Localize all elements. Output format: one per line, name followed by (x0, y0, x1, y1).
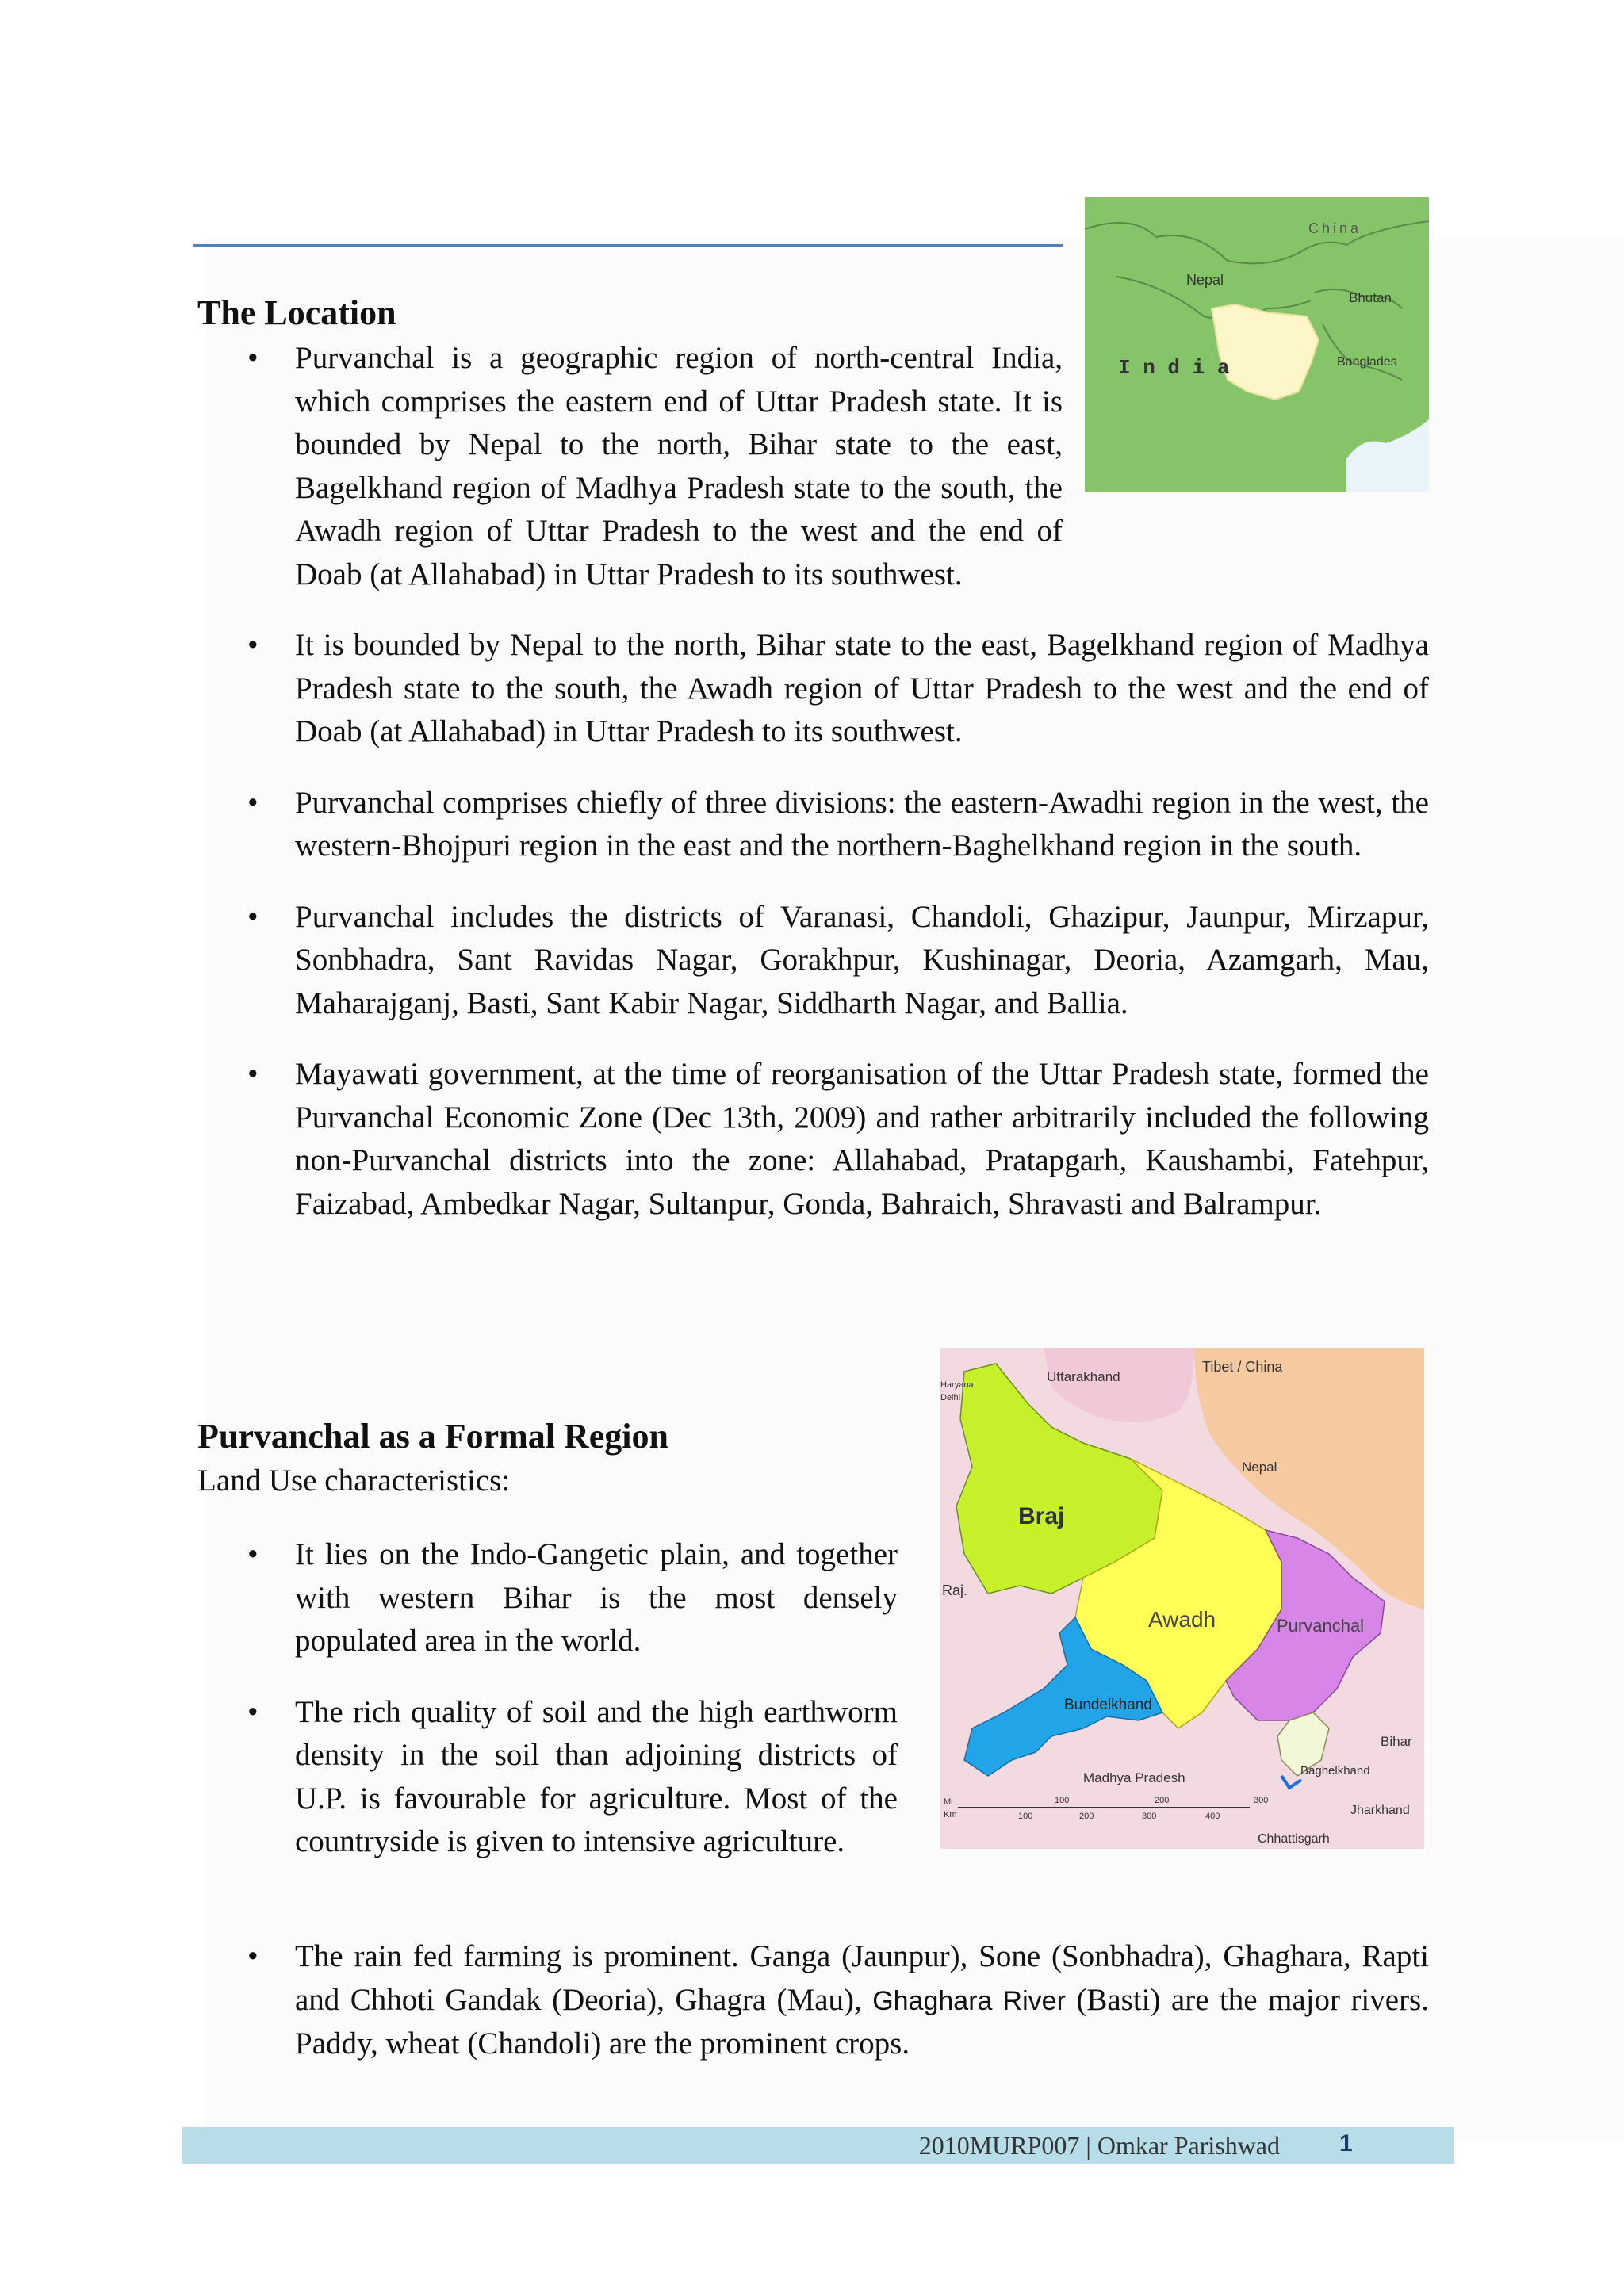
bullet-item: • Mayawati government, at the time of reorganisation of the Uttar Pradesh state, formed the Purvanchal Economic Zone (Dec 13th, 2009) and rather arbitrarily included the following non-Purvanchal districts into the zone: Allahabad, Pratapgarh, Kaushambi, Fatehpur, Faizabad, Ambedkar Nagar, Sultanpur, Gonda, Bahraich, Shravasti and Balrampur. (295, 1053, 1429, 1226)
scale-km-label: Km (944, 1810, 957, 1820)
map-label: Uttarakhand (1047, 1369, 1120, 1384)
land-use-bullets (295, 1533, 898, 1892)
map-label: Awadh (1148, 1607, 1216, 1632)
river-name: Ghaghara River (872, 1985, 1066, 2016)
section-heading-formal-region: Purvanchal as a Formal Region (197, 1417, 668, 1456)
footer (182, 2127, 1454, 2164)
bullet-item: • It lies on the Indo-Gangetic plain, and together with western Bihar is the most densely populated area in the world. (295, 1533, 898, 1663)
scale-tick: 100 (1055, 1796, 1070, 1805)
location-bullets (295, 337, 1429, 1253)
map-label: Purvanchal (1277, 1616, 1365, 1636)
map-label: Raj. (942, 1582, 968, 1598)
map-label: I n d i a (1118, 356, 1230, 380)
map-label: Banglades (1337, 355, 1397, 369)
scale-tick: 200 (1079, 1812, 1094, 1821)
map-label: Nepal (1186, 272, 1224, 288)
map-label: Bundelkhand (1064, 1697, 1152, 1713)
land-use-subtitle: Land Use characteristics: (197, 1464, 511, 1498)
page-number: 1 (1339, 2130, 1353, 2156)
scale-tick: 400 (1205, 1812, 1220, 1821)
map-label: Delhi (940, 1393, 961, 1402)
bullet-item: • Purvanchal is a geographic region of north-central India, which comprises the eastern end of Uttar Pradesh state. It is bounded by Nepal to the north, Bihar state to the east, Bagelkhand region of Madhya Pradesh state to the south, the Awadh region of Uttar Pradesh to the west and the end of Doab (at Allahabad) in Uttar Pradesh to its southwest. (295, 337, 1063, 596)
map-label: Madhya Pradesh (1083, 1770, 1185, 1785)
map-label: Baghelkhand (1300, 1764, 1370, 1777)
map-label: Haryana (940, 1380, 974, 1390)
bullet-item: • The rich quality of soil and the high earthworm density in the soil than adjoining districts of U.P. is favourable for agriculture. Most of the countryside is given to intensive agriculture. (295, 1691, 898, 1864)
bullet-item: • Purvanchal comprises chiefly of three divisions: the eastern-Awadhi region in the west, the western-Bhojpuri region in the east and the northern-Baghelkhand region in the south. (295, 782, 1429, 868)
footer-text: 2010MURP007 | Omkar Parishwad (918, 2131, 1280, 2160)
scale-tick: 100 (1018, 1812, 1033, 1821)
scale-tick: 300 (1142, 1812, 1157, 1821)
regions-map (940, 1348, 1424, 1849)
map-label: China (1308, 220, 1362, 236)
scale-tick: 300 (1254, 1796, 1269, 1805)
map-label: Braj (1018, 1503, 1065, 1529)
top-rule (193, 244, 1063, 247)
bullet-item: • It is bounded by Nepal to the north, Bihar state to the east, Bagelkhand region of Madhya Pradesh state to the south, the Awadh region of Uttar Pradesh to the west and the end of Doab (at Allahabad) in Uttar Pradesh to its southwest. (295, 624, 1429, 754)
rivers-bullet (295, 1935, 1429, 2094)
map-label: Jharkhand (1350, 1804, 1410, 1817)
section-heading-location: The Location (197, 293, 396, 332)
scale-mi-label: Mi (944, 1797, 953, 1807)
map-label: Bihar (1381, 1734, 1412, 1749)
map-label: Bhutan (1349, 290, 1392, 305)
map-label: Nepal (1242, 1460, 1277, 1475)
map-label: Chhattisgarh (1258, 1832, 1330, 1846)
bullet-item: • Purvanchal includes the districts of Varanasi, Chandoli, Ghazipur, Jaunpur, Mirzapur, Sonbhadra, Sant Ravidas Nagar, Gorakhpur, Kushinagar, Deoria, Azamgarh, Mau, Maharajganj, Basti, Sant Kabir Nagar, Siddharth Nagar, and Ballia. (295, 896, 1429, 1026)
scale-tick: 200 (1155, 1796, 1170, 1805)
bullet-item: • The rain fed farming is prominent. Ganga (Jaunpur), Sone (Sonbhadra), Ghaghara, Rapti and Chhoti Gandak (Deoria), Ghagra (Mau), Ghaghara River (Basti) are the major rivers. Paddy, wheat (Chandoli) are the prominent crops. (295, 1935, 1429, 2066)
map-label: Tibet / China (1202, 1359, 1283, 1375)
